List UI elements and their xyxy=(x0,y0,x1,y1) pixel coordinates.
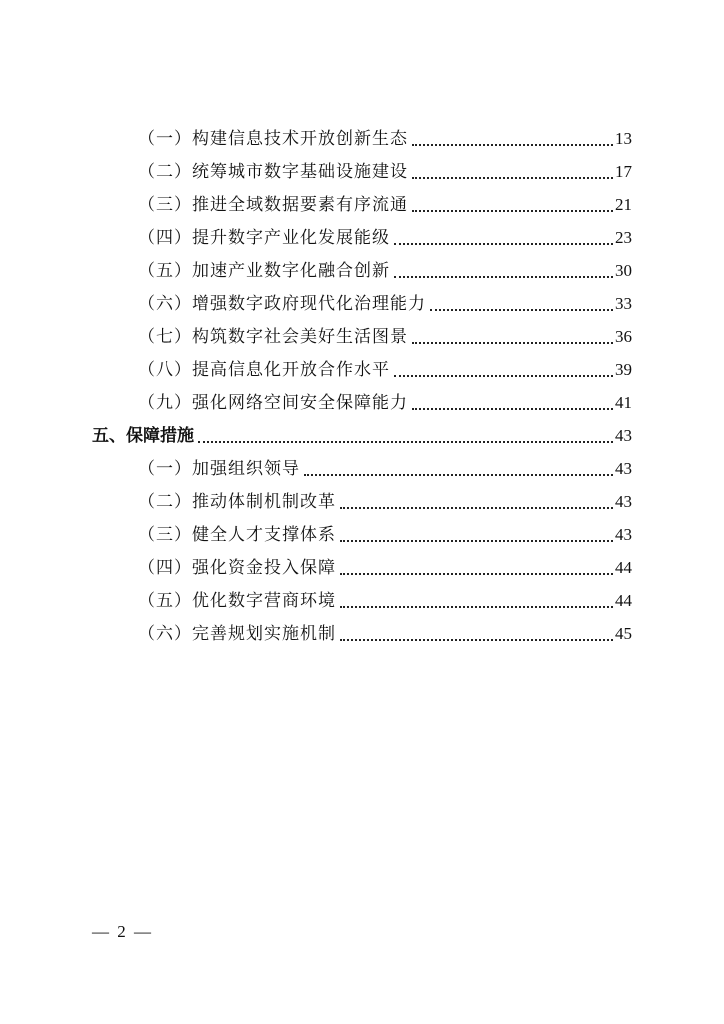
toc-entry-title: （二）统筹城市数字基础设施建设 xyxy=(138,162,408,182)
dot-leader xyxy=(340,606,613,608)
dot-leader xyxy=(412,210,613,212)
dot-leader xyxy=(340,573,613,575)
toc-entry-title: （三）健全人才支撑体系 xyxy=(138,525,336,545)
dot-leader xyxy=(394,276,613,278)
toc-section-title: 五、保障措施 xyxy=(92,426,194,446)
page-number: — 2 — xyxy=(92,922,153,941)
toc-entry-page: 33 xyxy=(615,294,632,313)
toc-entry-title: （四）提升数字产业化发展能级 xyxy=(138,228,390,248)
toc-entry-page: 39 xyxy=(615,360,632,379)
dot-leader xyxy=(394,243,613,245)
dot-leader xyxy=(198,441,613,443)
toc-entry-page: 44 xyxy=(615,558,632,577)
dot-leader xyxy=(340,507,613,509)
toc-entry-page: 43 xyxy=(615,492,632,511)
toc-entry[interactable] xyxy=(138,124,632,150)
toc-entry-title: （五）加速产业数字化融合创新 xyxy=(138,261,390,281)
toc-entry-page: 30 xyxy=(615,261,632,280)
toc-entry[interactable] xyxy=(138,454,632,480)
dot-leader xyxy=(304,474,613,476)
toc-entry-page: 43 xyxy=(615,426,632,445)
dot-leader xyxy=(412,408,613,410)
dot-leader xyxy=(412,177,613,179)
toc-entry-page: 21 xyxy=(615,195,632,214)
toc-entry[interactable] xyxy=(138,190,632,216)
toc-entry-page: 36 xyxy=(615,327,632,346)
toc-entry-title: （六）增强数字政府现代化治理能力 xyxy=(138,294,426,314)
toc-entry[interactable] xyxy=(138,388,632,414)
toc-entry-title: （八）提高信息化开放合作水平 xyxy=(138,360,390,380)
toc-entry[interactable] xyxy=(138,487,632,513)
toc-entry[interactable] xyxy=(138,289,632,315)
toc-entry[interactable] xyxy=(138,223,632,249)
toc-entry-title: （九）强化网络空间安全保障能力 xyxy=(138,393,408,413)
toc-entry-title: （二）推动体制机制改革 xyxy=(138,492,336,512)
toc-entry-page: 43 xyxy=(615,459,632,478)
toc-entry-page: 43 xyxy=(615,525,632,544)
toc-entry-page: 41 xyxy=(615,393,632,412)
toc-entry-title: （一）构建信息技术开放创新生态 xyxy=(138,129,408,149)
toc-entry[interactable] xyxy=(138,619,632,645)
toc-entry-page: 13 xyxy=(615,129,632,148)
dot-leader xyxy=(340,540,613,542)
toc-entry[interactable] xyxy=(138,157,632,183)
toc-entry-title: （一）加强组织领导 xyxy=(138,459,300,479)
toc-entry[interactable] xyxy=(138,553,632,579)
toc-entry-title: （六）完善规划实施机制 xyxy=(138,624,336,644)
dot-leader xyxy=(412,342,613,344)
toc-entry[interactable] xyxy=(138,256,632,282)
toc-entry[interactable] xyxy=(138,586,632,612)
toc-entry-title: （七）构筑数字社会美好生活图景 xyxy=(138,327,408,347)
dot-leader xyxy=(430,309,613,311)
toc-entry-page: 23 xyxy=(615,228,632,247)
dot-leader xyxy=(394,375,613,377)
toc-entry-page: 45 xyxy=(615,624,632,643)
toc-entry[interactable] xyxy=(138,520,632,546)
toc-section-entry[interactable] xyxy=(92,421,632,447)
toc-entry-title: （五）优化数字营商环境 xyxy=(138,591,336,611)
toc-entry-page: 17 xyxy=(615,162,632,181)
toc-entry[interactable] xyxy=(138,355,632,381)
toc-entry-page: 44 xyxy=(615,591,632,610)
toc-entry-title: （四）强化资金投入保障 xyxy=(138,558,336,578)
toc-entry-title: （三）推进全域数据要素有序流通 xyxy=(138,195,408,215)
dot-leader xyxy=(412,144,613,146)
toc-entry[interactable] xyxy=(138,322,632,348)
dot-leader xyxy=(340,639,613,641)
